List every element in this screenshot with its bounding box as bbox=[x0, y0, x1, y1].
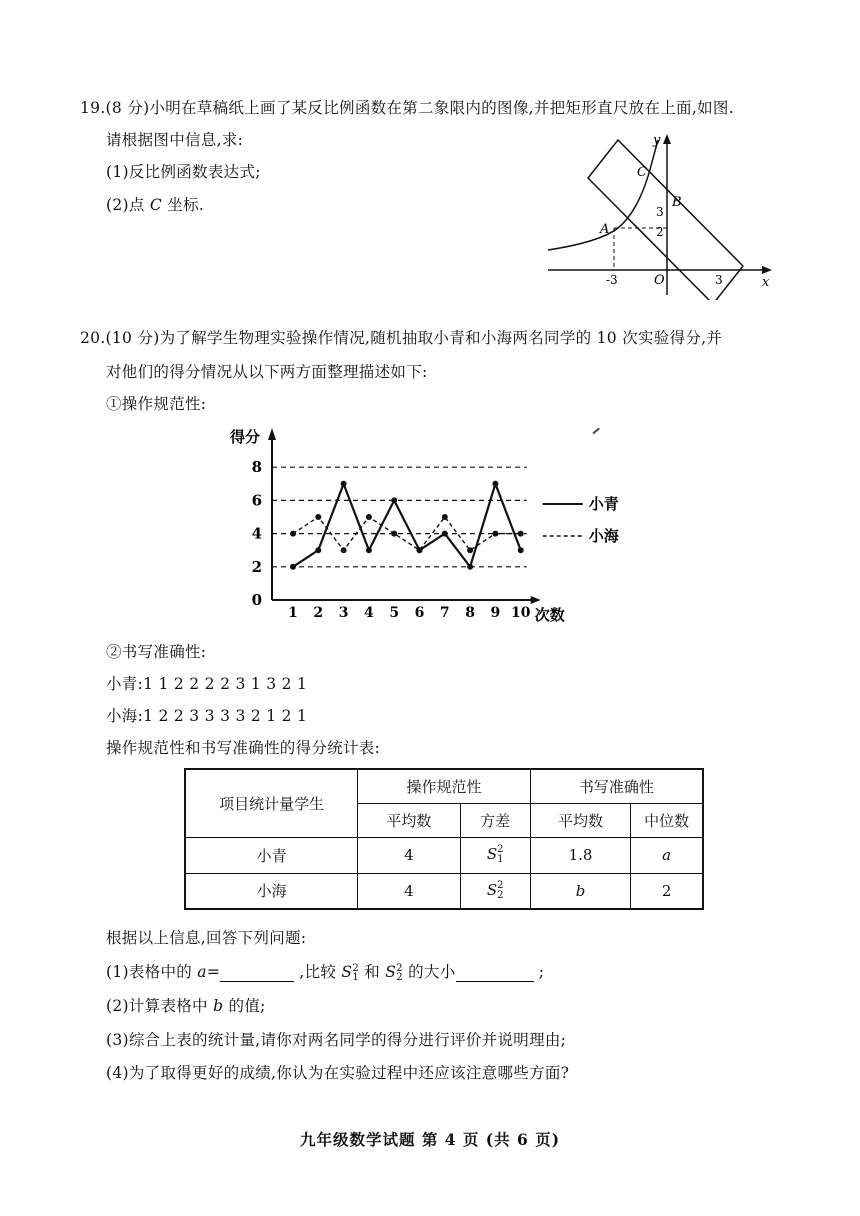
a1-s1-sub: 1 bbox=[352, 972, 360, 983]
question-part-4: (4)为了取得更好的成绩,你认为在实验过程中还应该注意哪些方面? bbox=[106, 1064, 570, 1082]
a1-s1-sup: 2 bbox=[352, 963, 360, 974]
a1-var-a: a bbox=[197, 963, 207, 981]
q20-sub1: ①操作规范性: bbox=[106, 395, 207, 413]
point-b-label: B bbox=[672, 195, 682, 210]
x-axis-label: x bbox=[762, 275, 770, 290]
q19-line2: 请根据图中信息,求: bbox=[106, 131, 244, 149]
data-point bbox=[391, 531, 397, 537]
cell-mean-1: 4 bbox=[358, 837, 460, 873]
cell-median: a bbox=[631, 837, 703, 873]
a2-end: 的值; bbox=[223, 997, 266, 1015]
table-caption: 操作规范性和书写准确性的得分统计表: bbox=[106, 739, 381, 757]
var-sup: 2 bbox=[497, 879, 504, 891]
q19-part1: (1)反比例函数表达式; bbox=[106, 163, 261, 181]
question-part-1 bbox=[106, 960, 544, 982]
a1-s2-sup: 2 bbox=[396, 963, 403, 974]
a1-s1: S bbox=[341, 963, 353, 981]
row-name: 小海 bbox=[185, 873, 358, 909]
data-point bbox=[366, 547, 372, 553]
a1-end: ; bbox=[533, 963, 545, 981]
data-point bbox=[518, 531, 524, 537]
y-tick-label: 0 bbox=[251, 591, 262, 609]
q19-part2-text-b: 坐标. bbox=[162, 196, 205, 214]
header-writing: 书写准确性 bbox=[530, 769, 703, 803]
a1-equals: = bbox=[206, 963, 221, 981]
data-point bbox=[366, 514, 372, 520]
x-axis-arrow-icon bbox=[762, 266, 772, 274]
a1-size: 的大小 bbox=[402, 963, 456, 981]
xiaoqing-writing-scores: 小青:1 1 2 2 2 2 3 1 3 2 1 bbox=[106, 675, 308, 693]
data-point bbox=[315, 547, 321, 553]
a1-s2: S bbox=[385, 963, 397, 981]
table-header-row bbox=[185, 769, 703, 803]
answer-blank-compare[interactable] bbox=[456, 967, 534, 982]
origin-label: O bbox=[654, 273, 665, 288]
question-part-2 bbox=[106, 994, 266, 1016]
x-tick-label: 10 bbox=[510, 605, 531, 621]
q20-line1: 20.(10 分)为了解学生物理实验操作情况,随机抽取小青和小海两名同学的 10 次实验得分,并 bbox=[80, 329, 723, 347]
data-point bbox=[290, 531, 296, 537]
y-axis-label: y bbox=[653, 133, 661, 148]
point-c-label: C bbox=[637, 165, 647, 180]
tick-neg3-label: -3 bbox=[606, 273, 618, 287]
q20-line2: 对他们的得分情况从以下两方面整理描述如下: bbox=[106, 363, 428, 381]
var-symbol: S bbox=[486, 845, 498, 863]
data-point bbox=[442, 531, 448, 537]
y-tick-label: 4 bbox=[251, 524, 262, 543]
data-point bbox=[341, 547, 347, 553]
y-axis-title: 得分 bbox=[230, 428, 261, 446]
x-axis-arrow-icon bbox=[531, 596, 541, 604]
page-footer: 九年级数学试题 第 4 页 (共 6 页) bbox=[299, 1130, 561, 1149]
cell-mean-2: 1.8 bbox=[530, 837, 630, 873]
answer-blank-a[interactable] bbox=[220, 967, 294, 982]
chart-grid bbox=[272, 467, 527, 567]
a1-and: 和 bbox=[359, 963, 386, 981]
q19-part2-var-c: C bbox=[149, 196, 163, 214]
q19-line1: 19.(8 分)小明在草稿纸上画了某反比例函数在第二象限内的图像,并把矩形直尺放在上面,如图. bbox=[80, 99, 734, 117]
q19-part2 bbox=[106, 193, 204, 215]
tick-3-y-label: 3 bbox=[656, 205, 664, 219]
data-point bbox=[492, 481, 498, 487]
y-axis-arrow-icon bbox=[663, 134, 671, 144]
x-tick-label: 6 bbox=[414, 605, 425, 621]
series-line-1 bbox=[293, 484, 521, 567]
header-operation: 操作规范性 bbox=[358, 769, 531, 803]
header-mean-2: 平均数 bbox=[530, 803, 630, 837]
chart-axes bbox=[268, 428, 541, 604]
score-line-chart bbox=[220, 420, 640, 630]
tick-3-x-label: 3 bbox=[715, 273, 723, 287]
y-axis-arrow-icon bbox=[268, 428, 276, 440]
x-axis-title: 次数 bbox=[534, 606, 565, 624]
cell-mean-1: 4 bbox=[358, 873, 460, 909]
statistics-table bbox=[184, 768, 704, 910]
cell-median: 2 bbox=[631, 873, 703, 909]
chart-legend bbox=[543, 495, 620, 545]
a2-pre: (2)计算表格中 bbox=[106, 997, 214, 1015]
a1-compare: ,比较 bbox=[294, 963, 342, 981]
cell-mean-2: b bbox=[530, 873, 630, 909]
data-point bbox=[290, 564, 296, 570]
header-median: 中位数 bbox=[631, 803, 703, 837]
cell-variance bbox=[460, 873, 530, 909]
chart-series bbox=[290, 481, 524, 570]
q19-part2-text-a: (2)点 bbox=[106, 196, 150, 214]
x-tick-label: 5 bbox=[389, 605, 400, 621]
data-point bbox=[341, 481, 347, 487]
point-a-label: A bbox=[600, 222, 610, 237]
tick-2-y-label: 2 bbox=[656, 225, 664, 239]
legend-label: 小海 bbox=[588, 527, 619, 545]
data-point bbox=[417, 547, 423, 553]
y-tick-label: 6 bbox=[251, 491, 262, 510]
data-point bbox=[467, 564, 473, 570]
legend-label: 小青 bbox=[588, 495, 619, 513]
chart-labels bbox=[230, 428, 565, 624]
header-mean-1: 平均数 bbox=[358, 803, 460, 837]
row-name: 小青 bbox=[185, 837, 358, 873]
cell-variance bbox=[460, 837, 530, 873]
q20-sub2: ②书写准确性: bbox=[106, 643, 207, 661]
after-table-text: 根据以上信息,回答下列问题: bbox=[106, 929, 307, 947]
var-symbol: S bbox=[486, 880, 498, 899]
q19-figure bbox=[540, 130, 780, 300]
x-tick-label: 4 bbox=[364, 605, 374, 621]
var-sub: 2 bbox=[497, 889, 504, 901]
x-tick-label: 7 bbox=[439, 605, 450, 621]
table-corner-header: 项目统计量学生 bbox=[185, 769, 358, 837]
data-point bbox=[315, 514, 321, 520]
data-point bbox=[492, 531, 498, 537]
x-tick-label: 3 bbox=[338, 605, 349, 621]
x-tick-label: 9 bbox=[490, 605, 501, 621]
data-point bbox=[391, 497, 397, 503]
table-row bbox=[185, 837, 703, 873]
var-sup: 2 bbox=[497, 844, 504, 855]
data-point bbox=[442, 514, 448, 520]
x-tick-label: 2 bbox=[313, 605, 324, 621]
y-tick-label: 8 bbox=[251, 458, 262, 477]
a2-var-b: b bbox=[213, 997, 224, 1015]
xiaohai-writing-scores: 小海:1 2 2 3 3 3 3 2 1 2 1 bbox=[106, 707, 308, 725]
x-tick-label: 1 bbox=[288, 605, 298, 621]
table-row bbox=[185, 873, 703, 909]
y-tick-label: 2 bbox=[251, 557, 262, 576]
question-part-3: (3)综合上表的统计量,请你对两名同学的得分进行评价并说明理由; bbox=[106, 1031, 567, 1049]
data-point bbox=[467, 547, 473, 553]
data-point bbox=[518, 547, 524, 553]
a1-s2-sub: 2 bbox=[396, 972, 403, 983]
x-tick-label: 8 bbox=[465, 605, 475, 621]
var-sub: 1 bbox=[497, 854, 504, 865]
a1-pre: (1)表格中的 bbox=[106, 963, 198, 981]
header-variance: 方差 bbox=[460, 803, 530, 837]
